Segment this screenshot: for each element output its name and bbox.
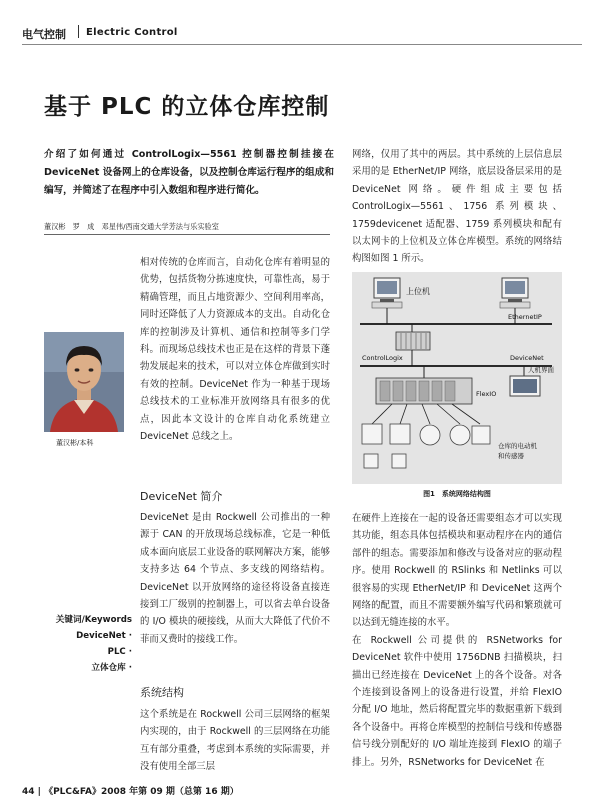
rsnetworks-paragraph: 在 Rockwell 公司提供的 RSNetworks for DeviceNet 软件中使用 1756DNB 扫描模块，扫描出已经连接在 DeviceNet 上的各个设备。对各个连接到设备网上的设备进行设置，并给 FlexIO 分配 I/O 地址，然后将配置完毕的数据重新下载到各个设备中。再将仓库模型的控制信号线和传感器信号线分别配好的 I/O 端址连接到 FlexIO 的端子排上。另外，RSNetworks for DeviceNet 在: [352, 634, 562, 768]
controllogix-label: ControlLogix: [362, 354, 403, 362]
article-title: 基于 PLC 的立体仓库控制: [44, 94, 330, 120]
author-photo-illustration: [44, 332, 124, 432]
authors-rule: [44, 234, 330, 235]
figure-caption: 图1 系统网络结构图: [423, 490, 491, 498]
sensor-icon: [390, 424, 410, 444]
page-footer: 44 | 《PLC&FA》2008 年第 09 期（总第 16 期）: [22, 787, 239, 797]
system-paragraph: 这个系统是在 Rockwell 公司三层网络的框架内实现的，由于 Rockwell 的三层网络在功能互有部分重叠，考虑到本系统的实际需要，并没有使用全部三层: [140, 709, 330, 773]
keywords-label: 关键词/Keywords: [55, 615, 132, 625]
keyword-item: PLC ·: [107, 647, 132, 657]
header-divider: [78, 25, 79, 38]
network-diagram: [352, 272, 562, 484]
pc-right-icon: [500, 278, 530, 308]
upper-computer-icon: [372, 278, 402, 308]
author-photo: [44, 332, 124, 432]
abstract: 介绍了如何通过 ControlLogix—5561 控制器控制挂接在 DeviceNet 设备网上的仓库设备，以及控制仓库运行程序的组成和编写，并简述了在程序中引入数组和程序进行简化。: [44, 149, 334, 196]
keyword-item: 立体仓库 ·: [91, 663, 132, 673]
devicenet-paragraph: DeviceNet 是由 Rockwell 公司推出的一种源于 CAN 的开放现场总线标准，它是一种低成本面向底层工业设备的联网解决方案，能够支持多达 64 个节点、多支线的网络结构。DeviceNet 以开放网络的途径将设备直接连接到工厂级别的控制器上，可以省去单台设备的 I/O 模块的硬接线，从而大大降低了代价不菲而又费时的接线工作。: [140, 512, 330, 645]
keyword-item: DeviceNet ·: [76, 631, 132, 641]
config-paragraphs: [352, 510, 562, 771]
intro-paragraph: 相对传统的仓库而言，自动化仓库有着明显的优势，包括货物分拣速度快，可靠性高，易于精确管理，而且占地资源少、空间利用率高，同时还降低了人力资源成本的支出。自动化仓库的控制涉及计算机、通信和控制等多门学科。而现场总线技术也正是在这样的背景下蓬勃发展起来的技术，可以对立体仓库做到实时有效的控制。DeviceNet 作为一种基于现场总线技术的工业标准开放网络具有很多的优点，因此本文设计的仓库自动化系统建立 DeviceNet 总线之上。: [140, 257, 330, 443]
network-diagram-svg: [352, 272, 562, 484]
flexio-label: FlexIO: [476, 390, 497, 398]
hmi-label: 人机界面: [528, 366, 554, 374]
motor-icon: [420, 425, 440, 445]
section-heading-system: 系统结构: [140, 686, 184, 699]
motor-sensor-label-1: 仓库的电动机: [498, 442, 537, 450]
authors-line: 董汉彬 罗 成 邓星伟/西南交通大学芳法与乐实验室: [44, 222, 219, 231]
motor-icon: [450, 425, 470, 445]
section-label-en: Electric Control: [86, 27, 178, 38]
section-label-cn: 电气控制: [22, 28, 66, 41]
sensor-icon: [362, 424, 382, 444]
header-rule: [22, 44, 582, 45]
upper-pc-label: 上位机: [406, 287, 430, 296]
network-paragraph: 网络，仅用了其中的两层。其中系统的上层信息层采用的是 EtherNet/IP 网络，底层设备层采用的是 DeviceNet 网络。硬件组成主要包括 ControlLogix—5561、1756 系列模块、1759devicenet 适配器、1759 系列模块和配有以太网卡的上位机及立体仓库模型。系统的网络结构图如图 1 所示。: [352, 149, 562, 265]
section-heading-devicenet: DeviceNet 简介: [140, 490, 223, 503]
keywords-block: [54, 612, 132, 676]
sensor-icon: [472, 426, 490, 444]
photo-caption: 董汉彬/本科: [56, 439, 94, 447]
config-paragraph: 在硬件上连接在一起的设备还需要组态才可以实现其功能，组态具体包括模块和驱动程序在内的通信部件的组态。需要添加和修改与设备对应的驱动程序。使用 Rockwell 的 RSlinks 和 Netlinks 可以很容易的实现 EtherNet/IP 和 DeviceNet 这两个网络的配置，而且不需要额外编写代码和繁琐就可以达到无缝连接的水平。: [352, 513, 562, 629]
devicenet-label: DeviceNet: [510, 354, 544, 362]
ethernet-label: EthernetIP: [508, 313, 542, 321]
motor-sensor-label-2: 和传感器: [498, 452, 524, 460]
